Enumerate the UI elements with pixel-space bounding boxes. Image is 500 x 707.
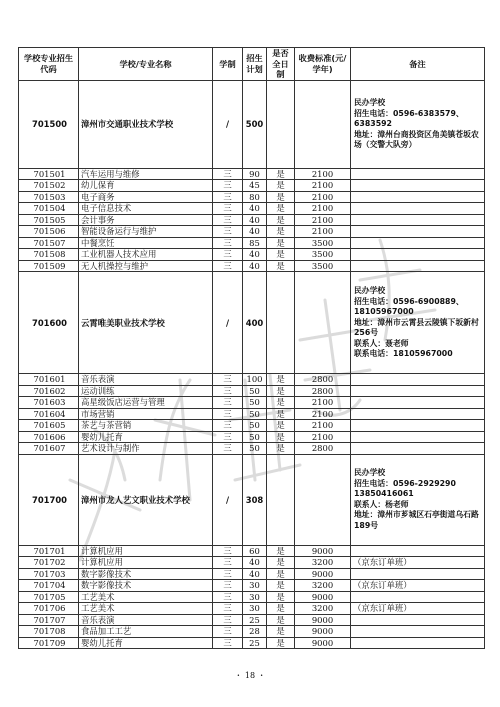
cell-length: 三 — [213, 637, 243, 649]
cell-code: 701506 — [19, 226, 79, 238]
cell-fee: 2100 — [295, 180, 351, 192]
school-row — [19, 272, 485, 374]
cell-code: 701704 — [19, 580, 79, 592]
table-row — [19, 203, 485, 215]
cell-remark — [351, 180, 485, 192]
cell-fee: 2800 — [295, 443, 351, 455]
cell-plan: 25 — [243, 637, 267, 649]
cell-plan: 90 — [243, 168, 267, 180]
cell-length: 三 — [213, 249, 243, 261]
cell-length: / — [213, 272, 243, 374]
cell-remark: （京东订单班） — [351, 557, 485, 569]
cell-fulltime — [267, 272, 295, 374]
cell-code: 701707 — [19, 614, 79, 626]
remark-line: 地址：漳州市云霄县云陵镇下坂新村256号 — [354, 317, 479, 338]
cell-fulltime: 是 — [267, 168, 295, 180]
cell-plan: 40 — [243, 214, 267, 226]
cell-fulltime: 是 — [267, 614, 295, 626]
cell-code: 701605 — [19, 420, 79, 432]
cell-fee: 2100 — [295, 226, 351, 238]
table-body — [19, 80, 485, 649]
cell-fulltime: 是 — [267, 626, 295, 638]
cell-fulltime: 是 — [267, 637, 295, 649]
cell-name: 计算机应用 — [79, 545, 213, 557]
cell-plan: 30 — [243, 603, 267, 615]
header-fee: 收费标准(元/学年) — [295, 48, 351, 81]
cell-name: 工艺美术 — [79, 591, 213, 603]
cell-name: 智能设备运行与维护 — [79, 226, 213, 238]
cell-plan: 50 — [243, 443, 267, 455]
cell-plan: 400 — [243, 272, 267, 374]
cell-name: 婴幼儿托育 — [79, 637, 213, 649]
cell-plan: 40 — [243, 249, 267, 261]
table-row — [19, 626, 485, 638]
header-code: 学校专业招生代码 — [19, 48, 79, 81]
cell-length: 三 — [213, 557, 243, 569]
table-row — [19, 214, 485, 226]
cell-code: 701702 — [19, 557, 79, 569]
cell-length: 三 — [213, 591, 243, 603]
cell-fee: 3200 — [295, 580, 351, 592]
cell-remark — [351, 214, 485, 226]
table-row — [19, 557, 485, 569]
table-row — [19, 180, 485, 192]
cell-remark — [351, 374, 485, 386]
cell-name: 工艺美术 — [79, 603, 213, 615]
cell-remark — [351, 260, 485, 272]
cell-remark — [351, 626, 485, 638]
cell-plan: 45 — [243, 180, 267, 192]
cell-name: 婴幼儿托育 — [79, 431, 213, 443]
cell-name: 音乐表演 — [79, 374, 213, 386]
cell-length: 三 — [213, 443, 243, 455]
cell-fulltime — [267, 80, 295, 168]
cell-remark — [351, 191, 485, 203]
cell-length: 三 — [213, 431, 243, 443]
cell-fee: 3500 — [295, 260, 351, 272]
remark-line: 民办学校 — [354, 468, 386, 478]
remark-line: 联系人：杨老师 — [354, 499, 409, 509]
cell-code: 701604 — [19, 408, 79, 420]
cell-remark — [351, 80, 485, 168]
table-row — [19, 408, 485, 420]
cell-fee — [295, 80, 351, 168]
cell-name: 音乐表演 — [79, 614, 213, 626]
cell-fee: 9000 — [295, 568, 351, 580]
cell-code: 701607 — [19, 443, 79, 455]
cell-remark — [351, 249, 485, 261]
cell-code: 701508 — [19, 249, 79, 261]
cell-fulltime: 是 — [267, 237, 295, 249]
cell-code: 701700 — [19, 454, 79, 545]
cell-plan: 500 — [243, 80, 267, 168]
cell-length: 三 — [213, 385, 243, 397]
table-header-row — [19, 48, 485, 81]
cell-fulltime: 是 — [267, 385, 295, 397]
cell-plan: 25 — [243, 614, 267, 626]
cell-fulltime: 是 — [267, 431, 295, 443]
cell-name: 漳州市龙人艺文职业技术学校 — [79, 454, 213, 545]
cell-plan: 40 — [243, 260, 267, 272]
cell-fee: 3200 — [295, 557, 351, 569]
cell-remark — [351, 408, 485, 420]
table-row — [19, 431, 485, 443]
cell-code: 701509 — [19, 260, 79, 272]
cell-length: 三 — [213, 580, 243, 592]
cell-fee: 2100 — [295, 431, 351, 443]
cell-remark — [351, 568, 485, 580]
cell-length: 三 — [213, 214, 243, 226]
cell-plan: 30 — [243, 580, 267, 592]
cell-length: / — [213, 454, 243, 545]
cell-fee: 9000 — [295, 637, 351, 649]
cell-remark — [351, 203, 485, 215]
page-number: ・ 18 ・ — [234, 671, 266, 680]
cell-code: 701706 — [19, 603, 79, 615]
cell-remark — [351, 454, 485, 545]
table-row — [19, 249, 485, 261]
remark-line: 联系人：聂老师 — [354, 338, 409, 348]
cell-plan: 50 — [243, 397, 267, 409]
cell-name: 市场营销 — [79, 408, 213, 420]
cell-fulltime: 是 — [267, 180, 295, 192]
school-row — [19, 454, 485, 545]
cell-code: 701709 — [19, 637, 79, 649]
table-row — [19, 603, 485, 615]
cell-fee: 9000 — [295, 591, 351, 603]
cell-name: 电子商务 — [79, 191, 213, 203]
cell-fee: 2100 — [295, 420, 351, 432]
cell-fulltime: 是 — [267, 226, 295, 238]
table-row — [19, 385, 485, 397]
remark-line: 民办学校 — [354, 98, 386, 108]
cell-fulltime: 是 — [267, 591, 295, 603]
cell-name: 汽车运用与维修 — [79, 168, 213, 180]
cell-name: 无人机操控与维护 — [79, 260, 213, 272]
cell-name: 运动训练 — [79, 385, 213, 397]
enrollment-table — [18, 47, 485, 649]
cell-name: 艺术设计与制作 — [79, 443, 213, 455]
cell-name: 中餐烹饪 — [79, 237, 213, 249]
header-length: 学制 — [213, 48, 243, 81]
cell-fee: 2100 — [295, 191, 351, 203]
cell-length: 三 — [213, 226, 243, 238]
cell-name: 电子信息技术 — [79, 203, 213, 215]
cell-name: 计算机应用 — [79, 557, 213, 569]
remark-line: 民办学校 — [354, 286, 386, 296]
cell-plan: 28 — [243, 626, 267, 638]
cell-length: 三 — [213, 614, 243, 626]
cell-plan: 30 — [243, 591, 267, 603]
remark-line: 地址：漳州台商投资区角美镇苍坂农场（交警大队旁） — [354, 129, 479, 150]
cell-length: 三 — [213, 180, 243, 192]
table-row — [19, 637, 485, 649]
cell-remark — [351, 420, 485, 432]
remark-line: 13850416061 — [354, 489, 414, 499]
table-row — [19, 420, 485, 432]
cell-plan: 40 — [243, 568, 267, 580]
cell-fee: 3500 — [295, 237, 351, 249]
header-name: 学校/专业名称 — [79, 48, 213, 81]
cell-length: 三 — [213, 237, 243, 249]
table-row — [19, 568, 485, 580]
cell-code: 701500 — [19, 80, 79, 168]
cell-code: 701503 — [19, 191, 79, 203]
cell-fee: 2100 — [295, 203, 351, 215]
table-row — [19, 260, 485, 272]
cell-fee: 9000 — [295, 626, 351, 638]
cell-plan: 50 — [243, 408, 267, 420]
cell-remark — [351, 168, 485, 180]
remark-line: 联系电话：18105967000 — [354, 349, 453, 359]
cell-fulltime — [267, 454, 295, 545]
cell-fulltime: 是 — [267, 557, 295, 569]
cell-code: 701703 — [19, 568, 79, 580]
cell-remark — [351, 272, 485, 374]
cell-fee: 2100 — [295, 168, 351, 180]
table-row — [19, 591, 485, 603]
cell-fulltime: 是 — [267, 260, 295, 272]
cell-fulltime: 是 — [267, 580, 295, 592]
cell-remark — [351, 591, 485, 603]
cell-remark: （京东订单班） — [351, 603, 485, 615]
table-row — [19, 580, 485, 592]
cell-fulltime: 是 — [267, 545, 295, 557]
cell-fee: 2100 — [295, 397, 351, 409]
cell-code: 701504 — [19, 203, 79, 215]
cell-fee: 9000 — [295, 614, 351, 626]
cell-length: 三 — [213, 408, 243, 420]
cell-fee: 2100 — [295, 408, 351, 420]
table-row — [19, 374, 485, 386]
cell-length: 三 — [213, 420, 243, 432]
cell-fulltime: 是 — [267, 568, 295, 580]
cell-fulltime: 是 — [267, 374, 295, 386]
cell-length: 三 — [213, 626, 243, 638]
cell-fulltime: 是 — [267, 443, 295, 455]
cell-fee: 2100 — [295, 214, 351, 226]
cell-code: 701601 — [19, 374, 79, 386]
table-row — [19, 191, 485, 203]
cell-length: 三 — [213, 168, 243, 180]
remark-line: 招生电话：0596-2929290 — [354, 478, 456, 488]
cell-name: 数字影像技术 — [79, 580, 213, 592]
cell-code: 701505 — [19, 214, 79, 226]
cell-remark — [351, 443, 485, 455]
cell-remark — [351, 637, 485, 649]
cell-name: 漳州市交通职业技术学校 — [79, 80, 213, 168]
remark-line: 地址：漳州市芗城区石亭街道乌石路189号 — [354, 510, 479, 530]
cell-plan: 40 — [243, 226, 267, 238]
cell-code: 701602 — [19, 385, 79, 397]
cell-code: 701708 — [19, 626, 79, 638]
cell-fee — [295, 454, 351, 545]
cell-fulltime: 是 — [267, 249, 295, 261]
cell-fulltime: 是 — [267, 603, 295, 615]
cell-length: 三 — [213, 203, 243, 215]
cell-plan: 85 — [243, 237, 267, 249]
cell-name: 幼儿保育 — [79, 180, 213, 192]
cell-plan: 100 — [243, 374, 267, 386]
cell-plan: 40 — [243, 557, 267, 569]
cell-fee: 3200 — [295, 603, 351, 615]
cell-plan: 50 — [243, 431, 267, 443]
cell-fulltime: 是 — [267, 203, 295, 215]
cell-length: 三 — [213, 260, 243, 272]
table-row — [19, 237, 485, 249]
cell-plan: 308 — [243, 454, 267, 545]
cell-plan: 50 — [243, 420, 267, 432]
cell-name: 工业机器人技术应用 — [79, 249, 213, 261]
cell-code: 701603 — [19, 397, 79, 409]
remark-line: 招生电话：0596-6900889、18105967000 — [354, 296, 464, 317]
cell-name: 云霄唯美职业技术学校 — [79, 272, 213, 374]
cell-code: 701502 — [19, 180, 79, 192]
cell-remark — [351, 226, 485, 238]
cell-remark — [351, 397, 485, 409]
table-row — [19, 545, 485, 557]
cell-name: 高星级饭店运营与管理 — [79, 397, 213, 409]
cell-remark — [351, 385, 485, 397]
table-row — [19, 168, 485, 180]
cell-code: 701600 — [19, 272, 79, 374]
cell-code: 701701 — [19, 545, 79, 557]
cell-length: 三 — [213, 603, 243, 615]
cell-length: 三 — [213, 397, 243, 409]
cell-fulltime: 是 — [267, 191, 295, 203]
cell-code: 701705 — [19, 591, 79, 603]
cell-remark — [351, 431, 485, 443]
cell-fee: 2800 — [295, 374, 351, 386]
cell-name: 食品加工工艺 — [79, 626, 213, 638]
cell-plan: 60 — [243, 545, 267, 557]
cell-fulltime: 是 — [267, 214, 295, 226]
cell-name: 数字影像技术 — [79, 568, 213, 580]
table-row — [19, 226, 485, 238]
header-fulltime: 是否全日制 — [267, 48, 295, 81]
table-row — [19, 443, 485, 455]
cell-length: 三 — [213, 374, 243, 386]
cell-remark — [351, 237, 485, 249]
cell-remark — [351, 545, 485, 557]
cell-length: 三 — [213, 568, 243, 580]
cell-code: 701501 — [19, 168, 79, 180]
school-row — [19, 80, 485, 168]
cell-length: 三 — [213, 191, 243, 203]
cell-fee: 2800 — [295, 385, 351, 397]
header-remark: 备注 — [351, 48, 485, 81]
remark-line: 招生电话：0596-6383579、6383592 — [354, 108, 464, 129]
cell-plan: 80 — [243, 191, 267, 203]
cell-fee: 3500 — [295, 249, 351, 261]
cell-name: 会计事务 — [79, 214, 213, 226]
cell-code: 701606 — [19, 431, 79, 443]
cell-code: 701507 — [19, 237, 79, 249]
cell-fee: 9000 — [295, 545, 351, 557]
table-row — [19, 397, 485, 409]
table-row — [19, 614, 485, 626]
cell-plan: 50 — [243, 385, 267, 397]
cell-fulltime: 是 — [267, 397, 295, 409]
cell-length: 三 — [213, 545, 243, 557]
cell-plan: 40 — [243, 203, 267, 215]
cell-length: / — [213, 80, 243, 168]
cell-fee — [295, 272, 351, 374]
cell-name: 茶艺与茶营销 — [79, 420, 213, 432]
cell-remark: （京东订单班） — [351, 580, 485, 592]
cell-fulltime: 是 — [267, 408, 295, 420]
cell-remark — [351, 614, 485, 626]
header-plan: 招生计划 — [243, 48, 267, 81]
cell-fulltime: 是 — [267, 420, 295, 432]
